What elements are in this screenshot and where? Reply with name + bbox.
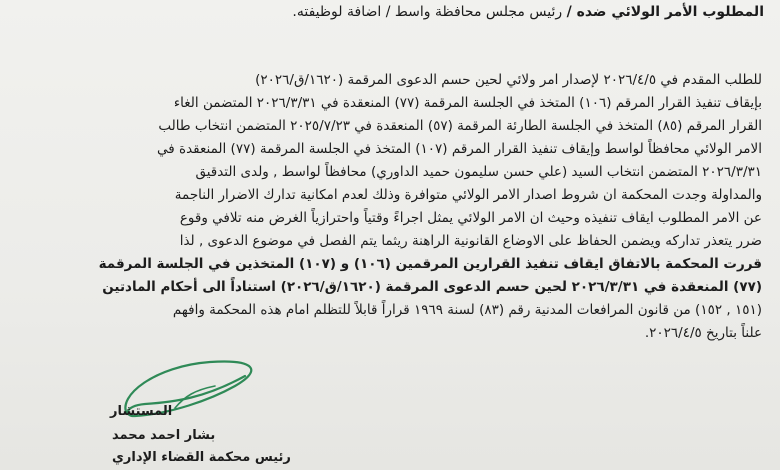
subject-text: رئيس مجلس محافظة واسط / اضافة لوظيفته. <box>292 4 567 20</box>
body-line-7: عن الامر المطلوب ايقاف تنفيذه وحيث ان الامر الولائي يمثل اجراءً وقتياً واحترازياً الغرض منه تلافي وقوع <box>179 210 762 226</box>
body-line-11: (١٥١ , ١٥٢) من قانون المرافعات المدنية رقم (٨٣) لسنة ١٩٦٩ قراراً قابلاً للتظلم امام هذه المحكمة وافهم <box>172 302 762 318</box>
signature-name: بشار احمد محمد <box>112 428 216 443</box>
body-line-12: علناً بتاريخ ٢٠٢٦/٤/٥. <box>644 325 762 341</box>
signature-position: رئيس محكمة القضاء الإداري <box>112 450 291 465</box>
body-line-1: للطلب المقدم في ٢٠٢٦/٤/٥ لإصدار امر ولائي لحين حسم الدعوى المرقمة (١٦٢٠/ق/٢٠٢٦) <box>255 72 762 88</box>
body-line-6: والمداولة وجدت المحكمة ان شروط اصدار الامر الولائي متوافرة وذلك لعدم امكانية تدارك الاضرار الناجمة <box>174 187 762 203</box>
body-line-5: ٢٠٢٦/٣/٣١ المتضمن انتخاب السيد (علي حسن سليمون حميد الداوري) محافظاً لواسط , ولدى التدقيق <box>195 164 762 180</box>
body-line-9: قررت المحكمة بالاتفاق ايقاف تنفيذ القرارين المرقمين (١٠٦) و (١٠٧) المتخذين في الجلسة المرقمة <box>98 256 762 272</box>
body-line-3: القرار المرقم (٨٥) المتخذ في الجلسة الطارئة المرقمة (٥٧) المنعقدة في ٢٠٢٥/٧/٢٣ المتضمن انتخاب طالب <box>158 118 762 134</box>
subject-label: المطلوب الأمر الولائي ضده / <box>566 4 764 20</box>
body-line-2: بإيقاف تنفيذ القرار المرقم (١٠٦) المتخذ في الجلسة المرقمة (٧٧) المنعقدة في ٢٠٢٦/٣/٣١ المتضمن الغاء <box>173 95 762 111</box>
signature-title: المستشار <box>110 404 173 419</box>
body-line-4: الامر الولائي محافظاً لواسط وإيقاف تنفيذ القرار المرقم (١٠٧) المتخذ في الجلسة المرقمة (٧٧) المنعقدة في <box>157 141 762 157</box>
body-line-8: ضرر يتعذر تداركه ويضمن الحفاظ على الاوضاع القانونية الراهنة ريثما يتم الفصل في موضوع الدعوى , لذا <box>179 233 762 249</box>
subject-line <box>292 4 764 20</box>
body-line-10: (٧٧) المنعقدة في ٢٠٢٦/٣/٣١ لحين حسم الدعوى المرقمة (١٦٢٠/ق/٢٠٢٦) استناداً الى أحكام المادتين <box>102 279 762 295</box>
